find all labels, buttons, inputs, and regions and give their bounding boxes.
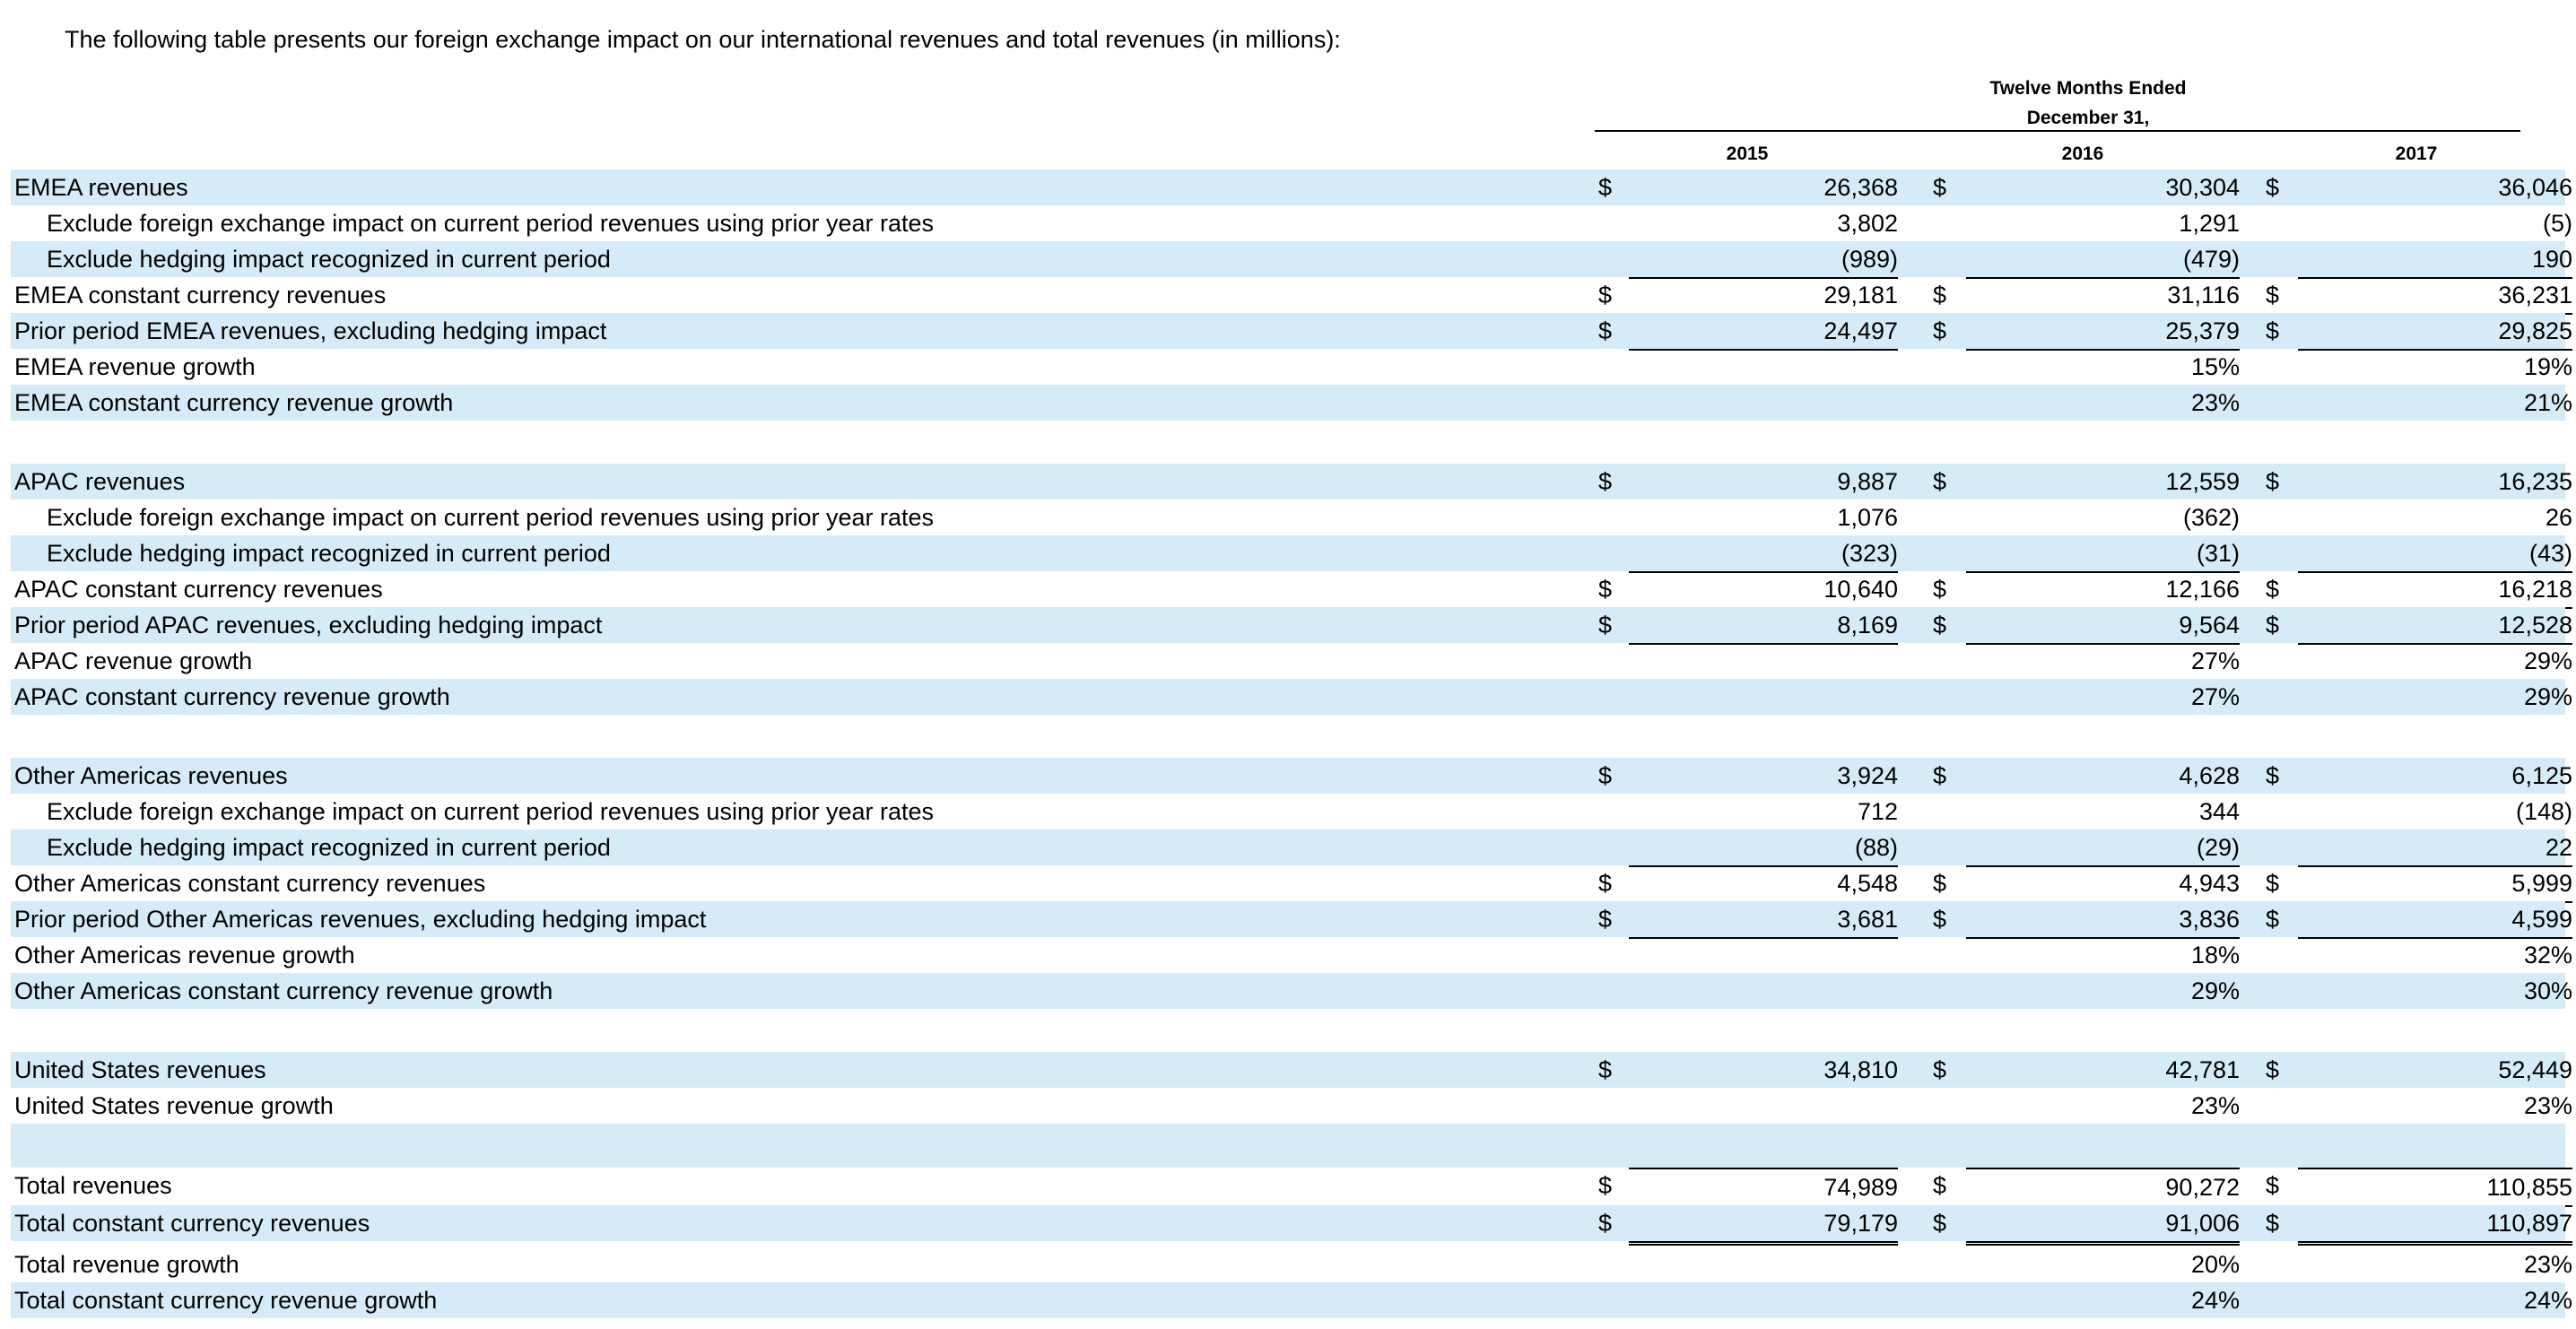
- row-label: APAC revenue growth: [14, 647, 253, 674]
- currency-symbol: $: [1933, 1172, 1947, 1199]
- table-row: [11, 313, 2572, 349]
- row-label: APAC constant currency revenues: [14, 576, 383, 603]
- row-label: Other Americas revenue growth: [14, 942, 355, 969]
- value-2017: 29%: [2523, 683, 2572, 710]
- row-label: Prior period EMEA revenues, excluding hedging impact: [14, 317, 607, 344]
- value-2016: 31,116: [1966, 277, 2240, 315]
- row-label: EMEA revenue growth: [14, 353, 256, 380]
- row-label: Exclude hedging impact recognized in current period: [47, 246, 611, 273]
- value-2016: 90,272: [1966, 1168, 2240, 1207]
- value-2015: 3,681: [1629, 901, 1898, 939]
- currency-symbol: $: [1933, 906, 1947, 933]
- currency-symbol: $: [1598, 906, 1613, 933]
- currency-symbol: $: [1933, 468, 1947, 495]
- year-header-2017: 2017: [2395, 143, 2438, 164]
- table-row: [11, 1282, 2572, 1318]
- table-row: [11, 607, 2572, 643]
- currency-symbol: $: [1933, 612, 1947, 638]
- value-2015: 9,887: [1837, 468, 1898, 495]
- currency-symbol: $: [2266, 317, 2280, 344]
- table-row: [11, 1088, 2572, 1124]
- value-2016: 20%: [2190, 1251, 2240, 1278]
- currency-symbol: $: [1933, 1056, 1947, 1083]
- table-row: [11, 535, 2572, 571]
- value-2015: [1629, 349, 1898, 385]
- value-2017: 29%: [2523, 647, 2572, 674]
- value-2015: 26,368: [1823, 174, 1898, 201]
- value-2016: 42,781: [2165, 1056, 2240, 1083]
- value-2016: 91,006: [1966, 1205, 2240, 1246]
- table-row: [11, 830, 2572, 865]
- row-label: Exclude foreign exchange impact on current period revenues using prior year rates: [47, 210, 935, 237]
- currency-symbol: $: [1933, 174, 1947, 201]
- value-2015: [1629, 643, 1898, 679]
- value-2015: 8,169: [1629, 607, 1898, 645]
- currency-symbol: $: [1933, 317, 1947, 344]
- value-2016: (29): [1966, 830, 2240, 867]
- value-2016: 29%: [2190, 977, 2240, 1004]
- row-label: Other Americas constant currency revenues: [14, 870, 486, 897]
- value-2015: [1629, 385, 1898, 421]
- currency-symbol: $: [2266, 282, 2280, 308]
- value-2016: 18%: [2190, 942, 2240, 969]
- currency-symbol: $: [1598, 762, 1613, 789]
- table-row: [11, 937, 2572, 973]
- period-header-rule: [1595, 130, 2520, 132]
- value-2017: 110,897: [2298, 1205, 2572, 1246]
- currency-symbol: $: [1933, 1210, 1947, 1237]
- table-row: [11, 571, 2572, 607]
- row-label: Total constant currency revenue growth: [14, 1287, 438, 1314]
- intro-text: The following table presents our foreign exchange impact on our international revenues and total revenues (in millions):: [65, 26, 1341, 53]
- value-2016: 344: [2198, 798, 2240, 825]
- row-label: EMEA constant currency revenue growth: [14, 389, 454, 416]
- value-2017: 6,125: [2511, 762, 2572, 789]
- value-2015: 4,548: [1629, 865, 1898, 903]
- currency-symbol: $: [2266, 870, 2280, 897]
- value-2016: 23%: [2190, 389, 2240, 416]
- value-2016: 24%: [2190, 1287, 2240, 1314]
- table-row: [11, 1205, 2572, 1241]
- value-2017: 24%: [2523, 1287, 2572, 1314]
- value-2017: 12,528: [2298, 607, 2572, 645]
- row-label: APAC revenues: [14, 468, 186, 495]
- value-2015: (989): [1629, 241, 1898, 279]
- table-row: [11, 1246, 2572, 1282]
- currency-symbol: $: [1598, 1172, 1613, 1199]
- value-2015: [1629, 1246, 1898, 1282]
- row-label: Exclude hedging impact recognized in current period: [47, 540, 611, 567]
- row-label: Exclude hedging impact recognized in current period: [47, 834, 611, 861]
- currency-symbol: $: [2266, 1210, 2280, 1237]
- currency-symbol: $: [1933, 762, 1947, 789]
- currency-symbol: $: [2266, 174, 2280, 201]
- value-2016: 27%: [2190, 647, 2240, 674]
- currency-symbol: $: [2266, 906, 2280, 933]
- row-label: Exclude foreign exchange impact on current period revenues using prior year rates: [47, 504, 935, 531]
- row-label: APAC constant currency revenue growth: [14, 683, 450, 710]
- table-row: [11, 1052, 2572, 1088]
- blank-band-row: [11, 1124, 2565, 1168]
- table-row: [11, 349, 2572, 385]
- row-label: Prior period Other Americas revenues, excluding hedging impact: [14, 906, 707, 933]
- value-2017: 36,046: [2498, 174, 2572, 201]
- currency-symbol: $: [1598, 1056, 1613, 1083]
- value-2016: 4,628: [2179, 762, 2240, 789]
- value-2015: [1629, 937, 1898, 973]
- table-row: [11, 865, 2572, 901]
- currency-symbol: $: [1598, 870, 1613, 897]
- row-label: United States revenues: [14, 1056, 266, 1083]
- value-2017: 21%: [2523, 389, 2572, 416]
- row-label: Prior period APAC revenues, excluding hedging impact: [14, 612, 603, 638]
- currency-symbol: $: [1933, 870, 1947, 897]
- table-row: [11, 794, 2572, 830]
- value-2017: 30%: [2523, 977, 2572, 1004]
- table-row: [11, 758, 2572, 794]
- value-2015: 3,924: [1837, 762, 1898, 789]
- value-2017: 23%: [2523, 1251, 2572, 1278]
- value-2015: 29,181: [1629, 277, 1898, 315]
- value-2017: 5,999: [2298, 865, 2572, 903]
- value-2017: 16,235: [2498, 468, 2572, 495]
- value-2016: (362): [2182, 504, 2240, 531]
- currency-symbol: $: [2266, 762, 2280, 789]
- currency-symbol: $: [1933, 282, 1947, 308]
- value-2015: 24,497: [1629, 313, 1898, 351]
- value-2016: 27%: [2190, 683, 2240, 710]
- value-2015: 74,989: [1629, 1168, 1898, 1207]
- row-label: EMEA constant currency revenues: [14, 282, 387, 308]
- row-label: Other Americas revenues: [14, 762, 288, 789]
- value-2016: 12,166: [1966, 571, 2240, 609]
- year-header-2016: 2016: [2061, 143, 2104, 164]
- value-2015: 79,179: [1629, 1205, 1898, 1246]
- value-2015: 34,810: [1823, 1056, 1898, 1083]
- table-row: [11, 499, 2572, 535]
- value-2017: 190: [2298, 241, 2572, 279]
- value-2017: 26: [2545, 504, 2572, 531]
- value-2017: 110,855: [2298, 1168, 2572, 1207]
- value-2017: (148): [2515, 798, 2572, 825]
- currency-symbol: $: [1598, 1210, 1613, 1237]
- value-2017: 29,825: [2298, 313, 2572, 351]
- value-2015: (88): [1629, 830, 1898, 867]
- value-2016: 23%: [2190, 1092, 2240, 1119]
- value-2017: 52,449: [2498, 1056, 2572, 1083]
- period-line-2: December 31,: [2026, 108, 2150, 128]
- row-label: EMEA revenues: [14, 174, 188, 201]
- value-2016: 30,304: [2165, 174, 2240, 201]
- currency-symbol: $: [1933, 576, 1947, 603]
- value-2015: 1,076: [1837, 504, 1898, 531]
- period-header: [1595, 74, 2576, 133]
- currency-symbol: $: [2266, 1172, 2280, 1199]
- value-2017: 22: [2298, 830, 2572, 867]
- value-2016: 15%: [2190, 353, 2240, 380]
- value-2015: (323): [1629, 535, 1898, 573]
- row-label: Exclude foreign exchange impact on current period revenues using prior year rates: [47, 798, 935, 825]
- currency-symbol: $: [1598, 576, 1613, 603]
- value-2015: [1629, 1088, 1898, 1124]
- table-row: [11, 169, 2572, 205]
- currency-symbol: $: [1598, 282, 1613, 308]
- period-line-1: Twelve Months Ended: [1989, 78, 2187, 99]
- currency-symbol: $: [2266, 468, 2280, 495]
- row-label: Total revenues: [14, 1172, 172, 1199]
- value-2017: 23%: [2523, 1092, 2572, 1119]
- value-2016: 25,379: [1966, 313, 2240, 351]
- value-2015: [1629, 679, 1898, 715]
- value-2015: 712: [1857, 798, 1898, 825]
- currency-symbol: $: [2266, 1056, 2280, 1083]
- value-2016: 1,291: [2179, 210, 2240, 237]
- table-row: [11, 901, 2572, 937]
- currency-symbol: $: [1598, 612, 1613, 638]
- table-row: [11, 643, 2572, 679]
- table-row: [11, 464, 2572, 499]
- table-row: [11, 241, 2572, 277]
- table-row: [11, 205, 2572, 241]
- row-label: Total constant currency revenues: [14, 1210, 370, 1237]
- year-header-2015: 2015: [1726, 143, 1769, 164]
- value-2015: [1629, 1282, 1898, 1318]
- value-2016: 3,836: [1966, 901, 2240, 939]
- value-2016: 12,559: [2165, 468, 2240, 495]
- currency-symbol: $: [2266, 612, 2280, 638]
- row-label: Other Americas constant currency revenue growth: [14, 977, 553, 1004]
- table-row: [11, 385, 2572, 421]
- value-2016: (31): [1966, 535, 2240, 573]
- table-row: [11, 973, 2572, 1009]
- value-2015: 3,802: [1837, 210, 1898, 237]
- table-row: [11, 1168, 2572, 1203]
- row-label: United States revenue growth: [14, 1092, 334, 1119]
- table-row: [11, 277, 2572, 313]
- value-2016: 4,943: [1966, 865, 2240, 903]
- currency-symbol: $: [1598, 174, 1613, 201]
- value-2016: (479): [1966, 241, 2240, 279]
- value-2017: 32%: [2523, 942, 2572, 969]
- value-2017: (43): [2298, 535, 2572, 573]
- currency-symbol: $: [1598, 317, 1613, 344]
- currency-symbol: $: [1598, 468, 1613, 495]
- value-2016: 9,564: [1966, 607, 2240, 645]
- value-2015: 10,640: [1629, 571, 1898, 609]
- value-2015: [1629, 973, 1898, 1009]
- value-2017: 19%: [2523, 353, 2572, 380]
- value-2017: 16,218: [2298, 571, 2572, 609]
- row-label: Total revenue growth: [14, 1251, 239, 1278]
- table-row: [11, 679, 2572, 715]
- value-2017: 36,231: [2298, 277, 2572, 315]
- value-2017: 4,599: [2298, 901, 2572, 939]
- value-2017: (5): [2543, 210, 2572, 237]
- currency-symbol: $: [2266, 576, 2280, 603]
